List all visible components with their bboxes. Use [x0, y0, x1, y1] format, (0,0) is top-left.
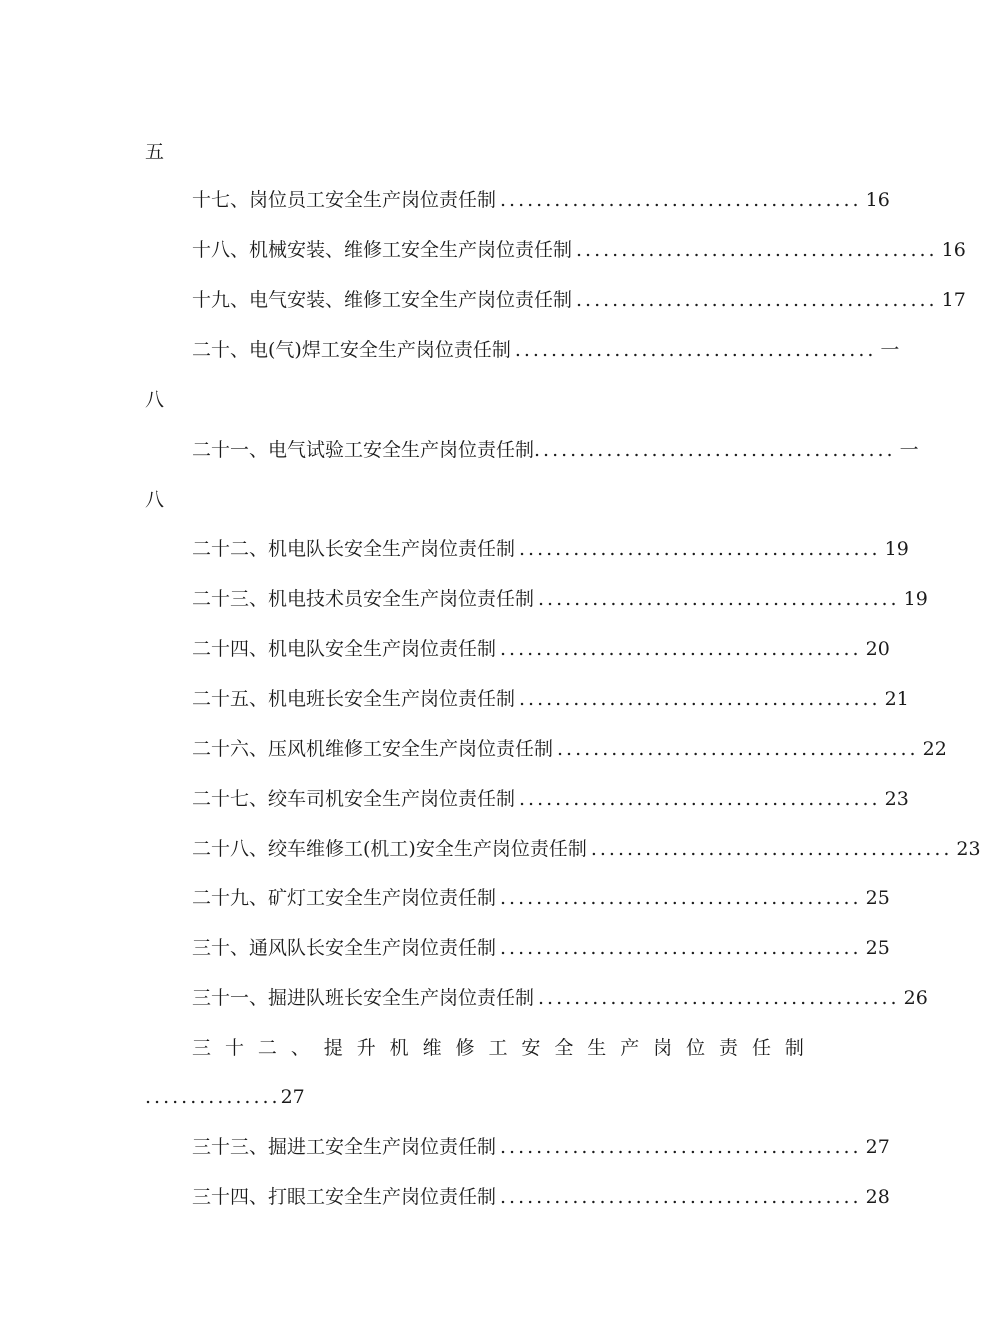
toc-entry-char: 十: [224, 1037, 244, 1059]
toc-entry-32[interactable]: [192, 1034, 804, 1062]
toc-leader-dots: ...............: [145, 1086, 281, 1108]
toc-entry-page: 23: [956, 838, 981, 860]
toc-entry-page: 22: [922, 738, 947, 760]
toc-entry-page-cont: 八: [145, 489, 165, 511]
toc-leader-dots: ........................................: [500, 1136, 862, 1158]
toc-entry-title: 二十八、绞车维修工(机工)安全生产岗位责任制: [192, 838, 587, 860]
toc-entry-22[interactable]: [192, 535, 909, 563]
toc-entry-page: 25: [865, 937, 890, 959]
toc-entry-char: 安: [521, 1037, 541, 1059]
toc-entry-page: 19: [903, 588, 928, 610]
toc-entry-21-continuation: [145, 486, 757, 514]
toc-entry-page: 23: [884, 788, 909, 810]
toc-entry-17[interactable]: [192, 186, 890, 214]
toc-leader-dots: ........................................: [514, 339, 877, 361]
toc-entry-char: 机: [389, 1037, 409, 1059]
toc-entry-19[interactable]: [192, 286, 966, 314]
toc-entry-char: 三: [192, 1037, 212, 1059]
toc-entry-page: 27: [280, 1086, 305, 1108]
toc-entry-page: 28: [865, 1186, 890, 1208]
toc-entry-char: 维: [422, 1037, 442, 1059]
toc-entry-char: 修: [455, 1037, 475, 1059]
toc-entry-28[interactable]: [192, 835, 981, 863]
toc-entry-title: 十七、岗位员工安全生产岗位责任制: [192, 189, 497, 211]
toc-entry-title: 二十五、机电班长安全生产岗位责任制: [192, 688, 516, 710]
toc-leader-dots: ........................................: [557, 738, 919, 760]
toc-entry-title: 三十四、打眼工安全生产岗位责任制: [192, 1186, 497, 1208]
toc-entry-18[interactable]: [192, 236, 966, 264]
toc-entry-title: 三十三、掘进工安全生产岗位责任制: [192, 1136, 497, 1158]
toc-continuation-text: 五: [145, 141, 165, 163]
toc-entry-char: 升: [356, 1037, 376, 1059]
toc-entry-char: 、: [290, 1037, 310, 1059]
toc-entry-32-continuation: [145, 1083, 757, 1111]
toc-entry-23[interactable]: [192, 585, 928, 613]
toc-entry-title: 十九、电气安装、维修工安全生产岗位责任制: [192, 289, 573, 311]
toc-entry-page-cont: 八: [145, 389, 165, 411]
toc-leader-dots: ........................................: [500, 638, 862, 660]
toc-entry-33[interactable]: [192, 1133, 890, 1161]
toc-entry-page: 16: [941, 239, 966, 261]
toc-leader-dots: ........................................: [500, 189, 862, 211]
toc-entry-char: 位: [686, 1037, 706, 1059]
toc-entry-page: 25: [865, 887, 890, 909]
toc-entry-char: 提: [323, 1037, 343, 1059]
toc-entry-char: 制: [784, 1037, 804, 1059]
toc-entry-title: 二十四、机电队安全生产岗位责任制: [192, 638, 497, 660]
toc-entry-title: 二十二、机电队长安全生产岗位责任制: [192, 538, 516, 560]
toc-entry-title: 二十七、绞车司机安全生产岗位责任制: [192, 788, 516, 810]
toc-entry-25[interactable]: [192, 685, 909, 713]
toc-entry-26[interactable]: [192, 735, 947, 763]
toc-leader-dots: ........................................: [576, 289, 938, 311]
toc-entry-title: 二十、电(气)焊工安全生产岗位责任制: [192, 339, 511, 361]
toc-entry-char: 产: [620, 1037, 640, 1059]
toc-entry-char: 二: [257, 1037, 277, 1059]
toc-leader-dots: ........................................: [519, 538, 881, 560]
toc-entry-27[interactable]: [192, 785, 909, 813]
toc-leader-dots: ........................................: [500, 1186, 862, 1208]
toc-entry-34[interactable]: [192, 1183, 890, 1211]
toc-leader-dots: ........................................: [534, 439, 896, 461]
toc-leader-dots: ........................................: [538, 987, 900, 1009]
toc-entry-char: 岗: [653, 1037, 673, 1059]
toc-entry-char: 任: [751, 1037, 771, 1059]
toc-entry-page: 27: [865, 1136, 890, 1158]
toc-entry-char: 全: [554, 1037, 574, 1059]
toc-entry-title: 二十九、矿灯工安全生产岗位责任制: [192, 887, 497, 909]
toc-entry-page: 一: [880, 339, 900, 361]
toc-entry-char: 生: [587, 1037, 607, 1059]
toc-entry-char: 责: [719, 1037, 739, 1059]
toc-entry-page: 26: [903, 987, 928, 1009]
toc-entry-24[interactable]: [192, 635, 890, 663]
toc-entry-page: 20: [865, 638, 890, 660]
toc-leader-dots: ........................................: [519, 788, 881, 810]
toc-entry-page: 17: [941, 289, 966, 311]
toc-entry-29[interactable]: [192, 884, 890, 912]
toc-entry-20[interactable]: [192, 336, 900, 364]
toc-entry-31[interactable]: [192, 984, 928, 1012]
toc-entry-title: 二十六、压风机维修工安全生产岗位责任制: [192, 738, 554, 760]
toc-leader-dots: ........................................: [500, 887, 862, 909]
toc-entry-title: 十八、机械安装、维修工安全生产岗位责任制: [192, 239, 573, 261]
toc-leader-dots: ........................................: [590, 838, 953, 860]
toc-entry-title: 三十、通风队长安全生产岗位责任制: [192, 937, 497, 959]
toc-entry-title: 二十三、机电技术员安全生产岗位责任制: [192, 588, 535, 610]
toc-entry-page: 21: [884, 688, 909, 710]
toc-entry-30[interactable]: [192, 934, 890, 962]
toc-entry-page: 16: [865, 189, 890, 211]
toc-entry-title: 二十一、电气试验工安全生产岗位责任制: [192, 439, 535, 461]
toc-continuation: [145, 138, 757, 166]
toc-entry-char: 工: [488, 1037, 508, 1059]
toc-leader-dots: ........................................: [576, 239, 938, 261]
toc-entry-page: 一: [899, 439, 919, 461]
toc-leader-dots: ........................................: [500, 937, 862, 959]
toc-entry-page: 19: [884, 538, 909, 560]
toc-entry-21[interactable]: [192, 436, 919, 464]
toc-entry-20-continuation: [145, 386, 757, 414]
toc-leader-dots: ........................................: [519, 688, 881, 710]
toc-entry-title: 三十一、掘进队班长安全生产岗位责任制: [192, 987, 535, 1009]
toc-leader-dots: ........................................: [538, 588, 900, 610]
